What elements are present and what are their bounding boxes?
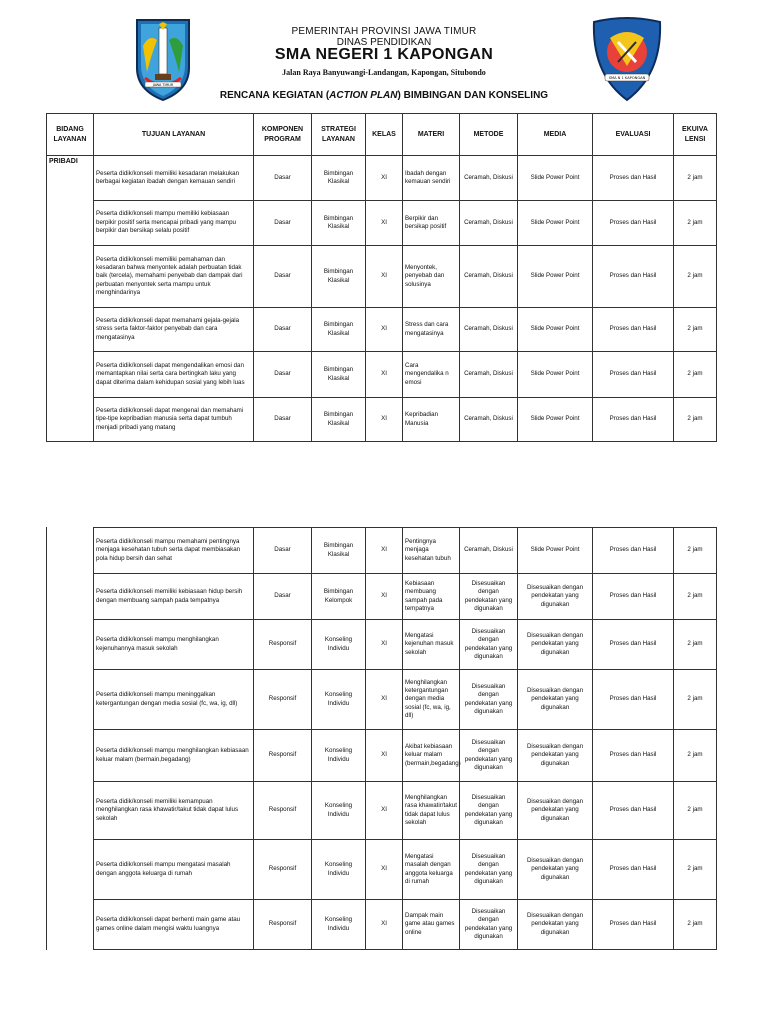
cell-metode: Disesuaikan dengan pendekatan yang digunakan — [460, 782, 518, 840]
table-row — [47, 730, 717, 782]
cell-materi: Ibadah dengan kemauan sendiri — [403, 156, 460, 201]
cell-materi: Pentingnya menjaga kesehatan tubuh — [403, 528, 460, 574]
cell-metode: Disesuaikan dengan pendekatan yang digunakan — [460, 574, 518, 620]
cell-materi: Cara mengendalika n emosi — [403, 352, 460, 398]
cell-komponen: Dasar — [254, 308, 312, 352]
table-row — [47, 782, 717, 840]
cell-evaluasi: Proses dan Hasil — [593, 352, 674, 398]
cell-strategi: Bimbingan Klasikal — [312, 528, 366, 574]
cell-kelas: XI — [366, 620, 403, 670]
cell-materi: Berpikir dan bersikap positif — [403, 201, 460, 246]
cell-media: Disesuaikan dengan pendekatan yang digunakan — [518, 670, 593, 730]
cell-media: Disesuaikan dengan pendekatan yang digunakan — [518, 782, 593, 840]
table-row — [47, 620, 717, 670]
cell-ekuivalensi: 2 jam — [674, 620, 717, 670]
title-suffix: ) BIMBINGAN DAN KONSELING — [397, 90, 549, 101]
table-row — [47, 670, 717, 730]
cell-materi: Akibat kebiasaan keluar malam (bermain,begadang) — [403, 730, 460, 782]
cell-bidang: PRIBADI — [47, 156, 94, 442]
cell-evaluasi: Proses dan Hasil — [593, 730, 674, 782]
cell-ekuivalensi: 2 jam — [674, 308, 717, 352]
cell-ekuivalensi: 2 jam — [674, 574, 717, 620]
header-materi: MATERI — [403, 114, 460, 156]
document-header — [0, 0, 768, 110]
school-emblem-icon — [588, 16, 666, 104]
cell-komponen: Dasar — [254, 528, 312, 574]
title-emphasis: ACTION PLAN — [329, 90, 398, 101]
cell-kelas: XI — [366, 246, 403, 308]
header-evaluasi: EVALUASI — [593, 114, 674, 156]
table-header-row — [47, 114, 717, 156]
cell-media: Slide Power Point — [518, 308, 593, 352]
cell-materi: Mengatasi kejenuhan masuk sekolah — [403, 620, 460, 670]
cell-metode: Ceramah, Diskusi — [460, 398, 518, 442]
header-strategi: STRATEGI LAYANAN — [312, 114, 366, 156]
cell-komponen: Dasar — [254, 156, 312, 201]
header-ekuivalensi: EKUIVA LENSI — [674, 114, 717, 156]
cell-metode: Ceramah, Diskusi — [460, 201, 518, 246]
action-plan-table-page-1 — [46, 113, 717, 442]
cell-ekuivalensi: 2 jam — [674, 670, 717, 730]
header-tujuan: TUJUAN LAYANAN — [94, 114, 254, 156]
cell-evaluasi: Proses dan Hasil — [593, 900, 674, 950]
cell-strategi: Bimbingan Kelompok — [312, 574, 366, 620]
table-row — [47, 574, 717, 620]
cell-evaluasi: Proses dan Hasil — [593, 308, 674, 352]
cell-komponen: Responsif — [254, 620, 312, 670]
cell-strategi: Konseling Individu — [312, 840, 366, 900]
table-row — [47, 308, 717, 352]
cell-kelas: XI — [366, 156, 403, 201]
cell-strategi: Konseling Individu — [312, 730, 366, 782]
cell-komponen: Responsif — [254, 840, 312, 900]
cell-tujuan: Peserta didik/konseli mampu menghilangkan kejenuhannya masuk sekolah — [94, 620, 254, 670]
cell-tujuan: Peserta didik/konseli memiliki kebiasaan hidup bersih dengan membuang sampah pada tempatnya — [94, 574, 254, 620]
cell-metode: Disesuaikan dengan pendekatan yang digunakan — [460, 900, 518, 950]
cell-ekuivalensi: 2 jam — [674, 352, 717, 398]
logo-left-text: JAWA TIMUR — [152, 83, 174, 87]
cell-strategi: Bimbingan Klasikal — [312, 398, 366, 442]
cell-evaluasi: Proses dan Hasil — [593, 156, 674, 201]
cell-metode: Disesuaikan dengan pendekatan yang digunakan — [460, 840, 518, 900]
cell-kelas: XI — [366, 352, 403, 398]
table-row — [47, 352, 717, 398]
cell-ekuivalensi: 2 jam — [674, 900, 717, 950]
cell-ekuivalensi: 2 jam — [674, 246, 717, 308]
cell-kelas: XI — [366, 900, 403, 950]
cell-kelas: XI — [366, 840, 403, 900]
cell-tujuan: Peserta didik/konseli mampu memahami pentingnya menjaga kesehatan tubuh serta dapat membiasakan pola hidup bersih dan sehat — [94, 528, 254, 574]
cell-media: Slide Power Point — [518, 352, 593, 398]
cell-metode: Ceramah, Diskusi — [460, 156, 518, 201]
cell-strategi: Bimbingan Klasikal — [312, 201, 366, 246]
header-kelas: KELAS — [366, 114, 403, 156]
cell-komponen: Responsif — [254, 730, 312, 782]
cell-tujuan: Peserta didik/konseli dapat berhenti main game atau games online dalam mengisi waktu luangnya — [94, 900, 254, 950]
cell-kelas: XI — [366, 574, 403, 620]
cell-evaluasi: Proses dan Hasil — [593, 201, 674, 246]
cell-metode: Disesuaikan dengan pendekatan yang digunakan — [460, 620, 518, 670]
table-row — [47, 528, 717, 574]
cell-tujuan: Peserta didik/konseli mampu mengatasi masalah dengan anggota keluarga di rumah — [94, 840, 254, 900]
cell-ekuivalensi: 2 jam — [674, 398, 717, 442]
cell-media: Slide Power Point — [518, 398, 593, 442]
cell-evaluasi: Proses dan Hasil — [593, 246, 674, 308]
cell-tujuan: Peserta didik/konseli mampu memiliki kebiasaan berpikir positif serta mencapai pribadi yang mampu berpikir dan bersikap selalu positif — [94, 201, 254, 246]
cell-kelas: XI — [366, 730, 403, 782]
cell-metode: Ceramah, Diskusi — [460, 352, 518, 398]
cell-bidang — [47, 528, 94, 950]
cell-media: Disesuaikan dengan pendekatan yang digunakan — [518, 730, 593, 782]
cell-materi: Menghilangkan rasa khawatir/takut tidak dapat lulus sekolah — [403, 782, 460, 840]
cell-tujuan: Peserta didik/konseli memiliki pemahaman dan kesadaran bahwa menyontek adalah perbuatan tidak baik (tercela), memahami penyebab dan dampak dari perbuatan menyontek serta mampu untuk menghindarinya — [94, 246, 254, 308]
header-komponen: KOMPONEN PROGRAM — [254, 114, 312, 156]
cell-evaluasi: Proses dan Hasil — [593, 528, 674, 574]
cell-strategi: Bimbingan Klasikal — [312, 352, 366, 398]
cell-komponen: Responsif — [254, 670, 312, 730]
cell-metode: Ceramah, Diskusi — [460, 246, 518, 308]
cell-kelas: XI — [366, 308, 403, 352]
cell-komponen: Dasar — [254, 398, 312, 442]
cell-strategi: Konseling Individu — [312, 900, 366, 950]
cell-strategi: Konseling Individu — [312, 620, 366, 670]
cell-media: Disesuaikan dengan pendekatan yang digunakan — [518, 620, 593, 670]
cell-tujuan: Peserta didik/konseli dapat memahami gejala-gejala stress serta faktor-faktor penyebab dan cara mengatasinya — [94, 308, 254, 352]
cell-evaluasi: Proses dan Hasil — [593, 574, 674, 620]
government-line: PEMERINTAH PROVINSI JAWA TIMUR — [291, 26, 477, 37]
cell-komponen: Dasar — [254, 574, 312, 620]
logo-right-text: SMA N 1 KAPONGAN — [608, 76, 646, 80]
cell-media: Slide Power Point — [518, 156, 593, 201]
cell-media: Slide Power Point — [518, 246, 593, 308]
cell-evaluasi: Proses dan Hasil — [593, 782, 674, 840]
cell-materi: Kebiasaan membuang sampah pada tempatnya — [403, 574, 460, 620]
cell-tujuan: Peserta didik/konseli memiliki kemampuan menghilangkan rasa khawatir/takut tidak dapat lulus sekolah — [94, 782, 254, 840]
header-metode: METODE — [460, 114, 518, 156]
cell-media: Slide Power Point — [518, 201, 593, 246]
cell-tujuan: Peserta didik/konseli mampu menghilangkan kebiasaan keluar malam (bermain,begadang) — [94, 730, 254, 782]
agency-line: DINAS PENDIDIKAN — [336, 37, 432, 48]
cell-strategi: Bimbingan Klasikal — [312, 156, 366, 201]
table-row — [47, 201, 717, 246]
table-row — [47, 246, 717, 308]
cell-evaluasi: Proses dan Hasil — [593, 670, 674, 730]
cell-materi: Kepribadian Manusia — [403, 398, 460, 442]
cell-metode: Ceramah, Diskusi — [460, 528, 518, 574]
cell-materi: Stress dan cara mengatasinya — [403, 308, 460, 352]
cell-komponen: Dasar — [254, 352, 312, 398]
cell-materi: Menyontek, penyebab dan solusinya — [403, 246, 460, 308]
cell-tujuan: Peserta didik/konseli dapat mengenal dan memahami tipe-tipe kepribadian manusia serta dapat tumbuh menjadi pribadi yang matang — [94, 398, 254, 442]
cell-metode: Ceramah, Diskusi — [460, 308, 518, 352]
title-prefix: RENCANA KEGIATAN ( — [219, 90, 330, 101]
cell-komponen: Dasar — [254, 246, 312, 308]
cell-ekuivalensi: 2 jam — [674, 730, 717, 782]
cell-komponen: Dasar — [254, 201, 312, 246]
cell-media: Disesuaikan dengan pendekatan yang digunakan — [518, 840, 593, 900]
cell-strategi: Bimbingan Klasikal — [312, 246, 366, 308]
school-name: SMA NEGERI 1 KAPONGAN — [274, 46, 494, 63]
cell-evaluasi: Proses dan Hasil — [593, 398, 674, 442]
cell-strategi: Bimbingan Klasikal — [312, 308, 366, 352]
table-row — [47, 398, 717, 442]
cell-kelas: XI — [366, 528, 403, 574]
cell-evaluasi: Proses dan Hasil — [593, 840, 674, 900]
cell-tujuan: Peserta didik/konseli mampu meninggalkan ketergantungan dengan media sosial (fc, wa, ig, dll) — [94, 670, 254, 730]
table-row — [47, 156, 717, 201]
cell-kelas: XI — [366, 201, 403, 246]
cell-ekuivalensi: 2 jam — [674, 528, 717, 574]
header-media: MEDIA — [518, 114, 593, 156]
cell-metode: Disesuaikan dengan pendekatan yang digunakan — [460, 730, 518, 782]
cell-tujuan: Peserta didik/konseli memiliki kesadaran melakukan berbagai kegiatan ibadah dengan kemauan sendiri — [94, 156, 254, 201]
cell-media: Slide Power Point — [518, 528, 593, 574]
cell-metode: Disesuaikan dengan pendekatan yang digunakan — [460, 670, 518, 730]
cell-materi: Menghilangkan ketergantungan dengan media sosial (fc, wa, ig, dll) — [403, 670, 460, 730]
cell-ekuivalensi: 2 jam — [674, 201, 717, 246]
cell-ekuivalensi: 2 jam — [674, 156, 717, 201]
cell-tujuan: Peserta didik/konseli dapat mengendalikan emosi dan memantapkan nilai serta cara bertingkah laku yang dapat diterima dalam kehidupan sosial yang lebih luas — [94, 352, 254, 398]
action-plan-table-page-2 — [46, 527, 717, 950]
cell-materi: Dampak main game atau games online — [403, 900, 460, 950]
cell-media: Disesuaikan dengan pendekatan yang digunakan — [518, 900, 593, 950]
table-row — [47, 840, 717, 900]
cell-kelas: XI — [366, 670, 403, 730]
cell-materi: Mengatasi masalah dengan anggota keluarga di rumah — [403, 840, 460, 900]
cell-evaluasi: Proses dan Hasil — [593, 620, 674, 670]
cell-ekuivalensi: 2 jam — [674, 782, 717, 840]
cell-kelas: XI — [366, 782, 403, 840]
cell-komponen: Responsif — [254, 782, 312, 840]
table-row — [47, 900, 717, 950]
cell-kelas: XI — [366, 398, 403, 442]
header-bidang: BIDANG LAYANAN — [47, 114, 94, 156]
cell-strategi: Konseling Individu — [312, 670, 366, 730]
cell-ekuivalensi: 2 jam — [674, 840, 717, 900]
school-address: Jalan Raya Banyuwangi-Landangan, Kapongan, Situbondo — [282, 68, 486, 77]
cell-strategi: Konseling Individu — [312, 782, 366, 840]
cell-komponen: Responsif — [254, 900, 312, 950]
cell-media: Disesuaikan dengan pendekatan yang digunakan — [518, 574, 593, 620]
